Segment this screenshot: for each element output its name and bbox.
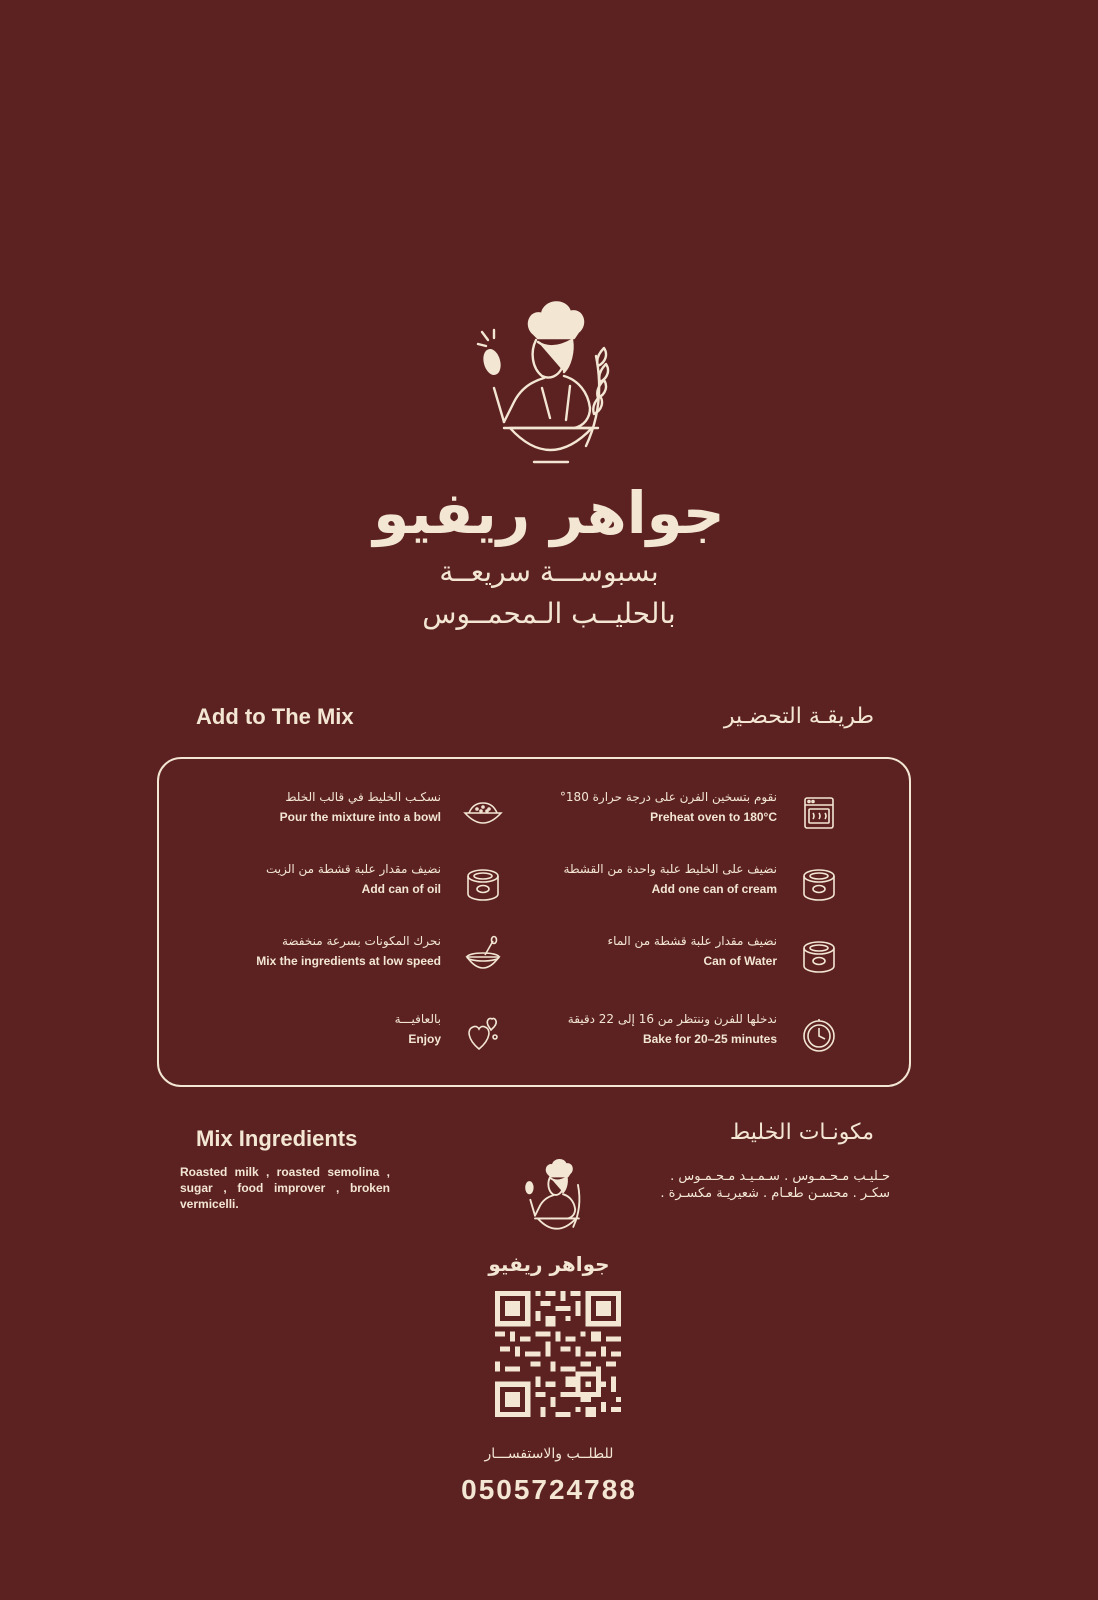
order-inquiry-label: للطلــب والاستفســـار <box>484 1446 614 1462</box>
step-text-ar: نضيف على الخليط علبة واحدة من القشطة <box>563 862 777 876</box>
step-text-en: Preheat oven to 180°C <box>650 810 777 824</box>
bowl-icon <box>461 791 505 835</box>
timer-icon <box>797 1013 841 1057</box>
mixing-bowl-icon <box>461 935 505 979</box>
can-icon <box>461 863 505 907</box>
step-text-en: Add one can of cream <box>651 882 777 896</box>
step-text-en: Mix the ingredients at low speed <box>256 954 441 968</box>
step-preheat <box>531 787 841 843</box>
step-enjoy <box>195 1009 505 1065</box>
phone-number[interactable]: 0505724788 <box>461 1474 637 1505</box>
step-text-en: Add can of oil <box>361 882 441 896</box>
ingredients-line1-ar: حـليـب مـحـمـوس . سـمـيـد مـحـمـوس . <box>670 1169 890 1184</box>
hearts-icon <box>461 1013 505 1057</box>
ingredients-text-en: Roasted milk , roasted semolina , sugar , food improver , broken vermicelli. <box>180 1165 390 1211</box>
brand-name-small: جواهر ريفيو <box>488 1252 610 1276</box>
step-text-ar: نحرك المكونات بسرعة منخفضة <box>281 934 441 948</box>
add-to-mix-heading: Add to The Mix <box>196 704 354 729</box>
step-add-water <box>531 931 841 987</box>
step-pour-mixture <box>195 787 505 843</box>
mix-ingredients-heading: Mix Ingredients <box>196 1126 358 1151</box>
step-text-ar: نضيف مقدار علبة قشطة من الماء <box>607 934 777 948</box>
ingredients-line2-ar: سكـر . محسـن طعـام . شعيريـة مكسـرة . <box>660 1186 890 1201</box>
qr-code[interactable] <box>495 1291 621 1417</box>
step-add-oil <box>195 859 505 915</box>
can-icon <box>797 935 841 979</box>
step-text-en: Enjoy <box>408 1032 441 1046</box>
step-text-ar: نقوم بتسخين الفرن على درجة حرارة 180° <box>559 790 777 804</box>
step-mix-low-speed <box>195 931 505 987</box>
preparation-method-heading: طريقـة التحضـير <box>723 704 874 729</box>
product-tagline-line2: بالحليــب الـمحمــوس <box>422 597 676 630</box>
step-text-ar: بالعافيـــة <box>394 1012 441 1026</box>
step-text-en: Bake for 20–25 minutes <box>642 1032 777 1046</box>
can-icon <box>797 863 841 907</box>
chef-logo-small <box>521 1156 591 1238</box>
ingredients-heading-ar: مكونـات الخليط <box>729 1120 874 1145</box>
step-text-ar: نضيف مقدار علبة قشطة من الزيت <box>266 862 441 876</box>
ingredients-text-ar <box>640 1168 890 1202</box>
chef-logo <box>474 296 624 468</box>
product-tagline-line1: بسبوســـة سريعــة <box>439 555 659 588</box>
step-bake <box>531 1009 841 1065</box>
step-text-ar: نسكـب الخليط في قالب الخلط <box>285 790 441 804</box>
step-text-ar: ندخلها للفرن وننتظر من 16 إلى 22 دقيقة <box>567 1012 777 1026</box>
preparation-steps-panel <box>157 757 911 1087</box>
step-text-en: Can of Water <box>703 954 777 968</box>
brand-name: جواهر ريفيو <box>373 479 725 547</box>
oven-icon <box>797 791 841 835</box>
step-text-en: Pour the mixture into a bowl <box>279 810 441 824</box>
step-add-cream <box>531 859 841 915</box>
